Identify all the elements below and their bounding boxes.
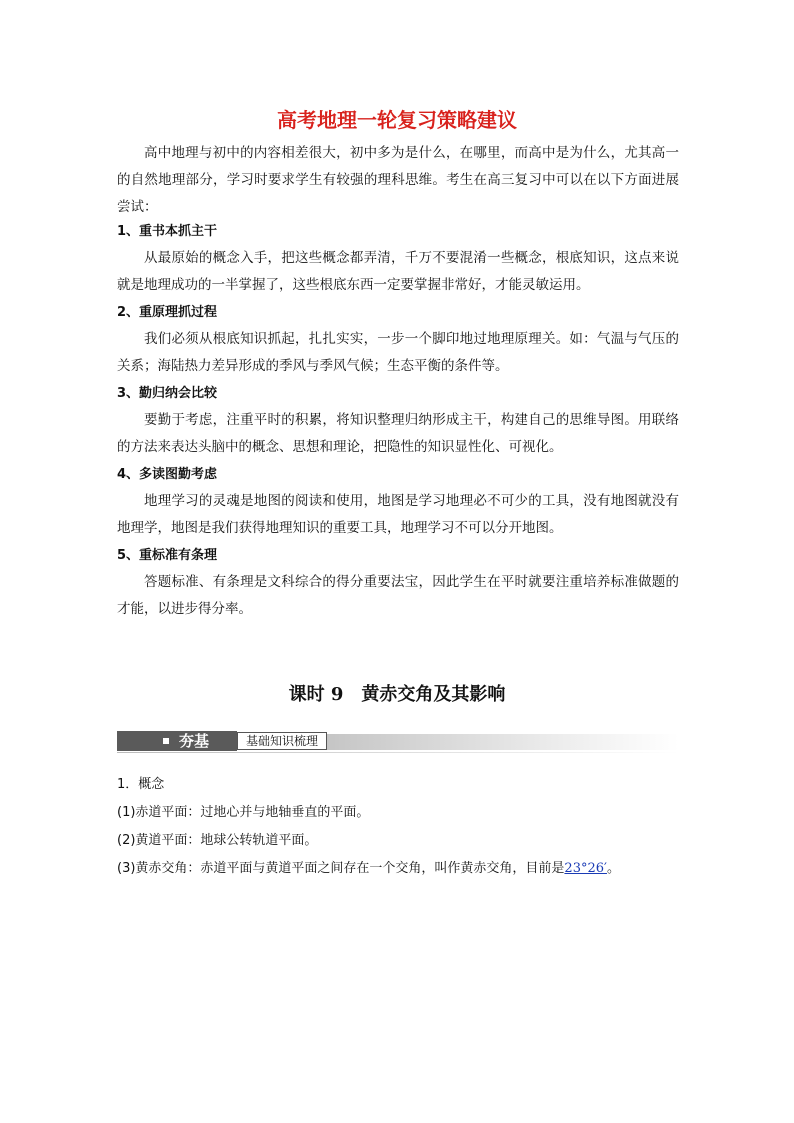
section-heading: 2、重原理抓过程 (117, 305, 218, 320)
banner-label: 夯基 (179, 732, 210, 750)
lesson-name: 黄赤交角及其影响 (361, 684, 506, 705)
concept-item: (1)赤道平面：过地心并与地轴垂直的平面。 (117, 805, 370, 820)
section-body: 答题标准、有条理是文科综合的得分重要法宝，因此学生在平时就要注重培养标准做题的才能，以进步得分率。 (117, 574, 679, 617)
banner-divider (117, 752, 679, 753)
section-3 (117, 384, 679, 461)
intro-block (117, 140, 679, 221)
section-body: 地理学习的灵魂是地图的阅读和使用，地图是学习地理必不可少的工具，没有地图就没有地理学，地图是我们获得地理知识的重要工具，地理学习不可以分开地图。 (117, 493, 679, 536)
square-bullet-icon (163, 738, 169, 744)
concept-item (117, 855, 679, 883)
answer-fill: 23°26′ (564, 861, 607, 876)
section-body: 我们必须从根底知识抓起，扎扎实实，一步一个脚印地过地理原理关。如：气温与气压的关系；海陆热力差异形成的季风与季风气候；生态平衡的条件等。 (117, 331, 679, 374)
intro-paragraph: 高中地理与初中的内容相差很大，初中多为是什么，在哪里，而高中是为什么，尤其高一的自然地理部分，学习时要求学生有较强的理科思维。考生在高三复习中可以在以下方面进展尝试： (117, 145, 679, 215)
section-4 (117, 465, 679, 542)
concept-item-end: 。 (606, 861, 620, 876)
banner-subtitle: 基础知识梳理 (237, 732, 327, 750)
banner-dark-block (117, 731, 237, 751)
section-banner (117, 731, 679, 751)
lesson-number: 课时 9 (288, 684, 344, 705)
lesson-title (0, 680, 794, 706)
concept-item-text: (3)黄赤交角：赤道平面与黄道平面之间存在一个交角，叫作黄赤交角，目前是 (117, 861, 565, 876)
section-heading: 5、重标准有条理 (117, 548, 218, 563)
document-title: 高考地理一轮复习策略建议 (277, 108, 517, 132)
section-heading: 1、重书本抓主干 (117, 224, 218, 239)
concept-list (117, 771, 679, 883)
section-1 (117, 222, 679, 299)
section-5 (117, 546, 679, 623)
section-heading: 4、多读图勤考虑 (117, 467, 218, 482)
section-body: 从最原始的概念入手，把这些概念都弄清，千万不要混淆一些概念，根底知识，这点来说就是地理成功的一半掌握了，这些根底东西一定要掌握非常好，才能灵敏运用。 (117, 250, 679, 293)
section-heading: 3、勤归纳会比较 (117, 386, 218, 401)
concept-item: (2)黄道平面：地球公转轨道平面。 (117, 833, 318, 848)
section-body: 要勤于考虑，注重平时的积累，将知识整理归纳形成主干，构建自己的思维导图。用联络的方法来表达头脑中的概念、思想和理论，把隐性的知识显性化、可视化。 (117, 412, 679, 455)
concept-heading: 1．概念 (117, 777, 165, 792)
section-2 (117, 303, 679, 380)
